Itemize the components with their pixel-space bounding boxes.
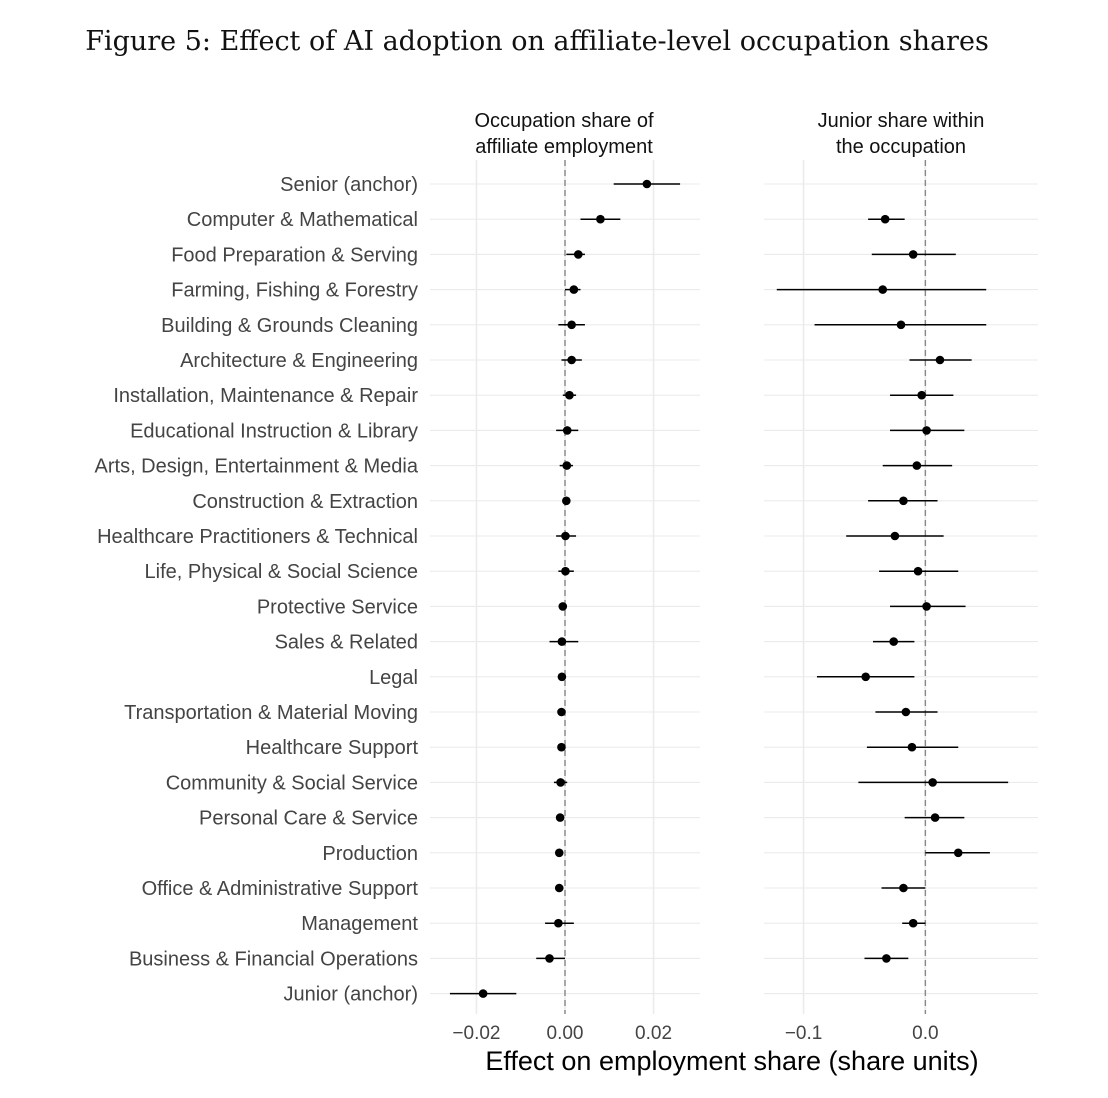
point-estimate	[936, 356, 945, 365]
x-tick-label: 0.00	[546, 1023, 584, 1044]
point-estimate	[891, 532, 900, 541]
category-label: Life, Physical & Social Science	[144, 561, 418, 584]
category-label: Legal	[369, 666, 418, 689]
point-estimate	[899, 497, 908, 506]
facet-title-line: the occupation	[835, 136, 967, 158]
point-estimate	[878, 285, 887, 294]
point-estimate	[562, 497, 571, 506]
category-label: Sales & Related	[274, 631, 418, 654]
category-label: Healthcare Practitioners & Technical	[97, 526, 418, 548]
category-label: Business & Financial Operations	[128, 948, 418, 971]
point-estimate	[882, 954, 891, 963]
category-label: Architecture & Engineering	[180, 350, 418, 372]
point-estimate	[554, 919, 563, 928]
category-label: Installation, Maintenance & Repair	[113, 385, 418, 408]
x-tick-label: −0.1	[784, 1023, 823, 1044]
x-axis-title: Effect on employment share (share units)	[485, 1046, 979, 1076]
point-estimate	[558, 637, 567, 646]
category-label: Transportation & Material Moving	[124, 702, 418, 724]
facet-title-line: Junior share within	[817, 110, 985, 132]
point-estimate	[899, 884, 908, 893]
point-estimate	[565, 391, 574, 400]
point-estimate	[561, 567, 570, 576]
point-estimate	[914, 567, 923, 576]
point-estimate	[558, 673, 567, 682]
point-estimate	[909, 250, 918, 259]
panel-occupation-share	[430, 110, 700, 1044]
x-tick-label: −0.02	[452, 1023, 501, 1044]
category-label: Production	[322, 842, 418, 865]
point-estimate	[922, 602, 931, 611]
point-estimate	[570, 285, 579, 294]
figure-title: Figure 5: Effect of AI adoption on affiliate-level occupation shares	[85, 26, 989, 57]
point-estimate	[558, 602, 567, 611]
point-estimate	[889, 637, 898, 646]
point-estimate	[922, 426, 931, 435]
category-label: Building & Grounds Cleaning	[161, 314, 418, 337]
facet-title-line: Occupation share of	[474, 110, 654, 132]
point-estimate	[567, 321, 576, 330]
point-estimate	[562, 461, 571, 470]
point-estimate	[545, 954, 554, 963]
x-tick-label: 0.0	[912, 1023, 939, 1044]
point-estimate	[861, 673, 870, 682]
point-estimate	[881, 215, 890, 224]
point-estimate	[897, 321, 906, 330]
point-estimate	[574, 250, 583, 259]
point-estimate	[908, 743, 917, 752]
point-estimate	[563, 426, 572, 435]
point-estimate	[643, 180, 652, 189]
category-label: Farming, Fishing & Forestry	[171, 279, 418, 302]
category-label: Office & Administrative Support	[141, 878, 418, 900]
category-label: Junior (anchor)	[283, 983, 418, 1006]
point-estimate	[902, 708, 911, 717]
point-estimate	[567, 356, 576, 365]
category-label: Food Preparation & Serving	[171, 244, 418, 267]
facet-title-line: affiliate employment	[475, 136, 653, 158]
point-estimate	[556, 813, 565, 822]
point-estimate	[917, 391, 926, 400]
point-estimate	[557, 708, 566, 717]
category-label: Personal Care & Service	[199, 807, 418, 830]
category-label: Protective Service	[256, 596, 418, 619]
category-label: Arts, Design, Entertainment & Media	[94, 455, 418, 478]
point-estimate	[555, 884, 564, 893]
category-label: Community & Social Service	[165, 772, 418, 795]
category-label: Construction & Extraction	[192, 490, 418, 513]
point-estimate	[556, 778, 565, 787]
point-estimate	[557, 743, 566, 752]
category-label: Educational Instruction & Library	[130, 420, 418, 443]
x-tick-label: 0.02	[635, 1023, 673, 1044]
point-estimate	[931, 813, 940, 822]
point-estimate	[561, 532, 570, 541]
point-estimate	[555, 849, 564, 858]
point-estimate	[909, 919, 918, 928]
point-estimate	[479, 989, 488, 998]
point-estimate	[954, 849, 963, 858]
category-label: Management	[301, 913, 418, 936]
point-estimate	[596, 215, 605, 224]
category-label: Computer & Mathematical	[186, 209, 418, 232]
point-estimate	[928, 778, 937, 787]
category-label: Healthcare Support	[245, 737, 418, 760]
point-estimate	[913, 461, 922, 470]
category-label: Senior (anchor)	[280, 174, 418, 196]
panel-junior-share	[764, 110, 1038, 1044]
category-labels	[95, 174, 419, 1006]
